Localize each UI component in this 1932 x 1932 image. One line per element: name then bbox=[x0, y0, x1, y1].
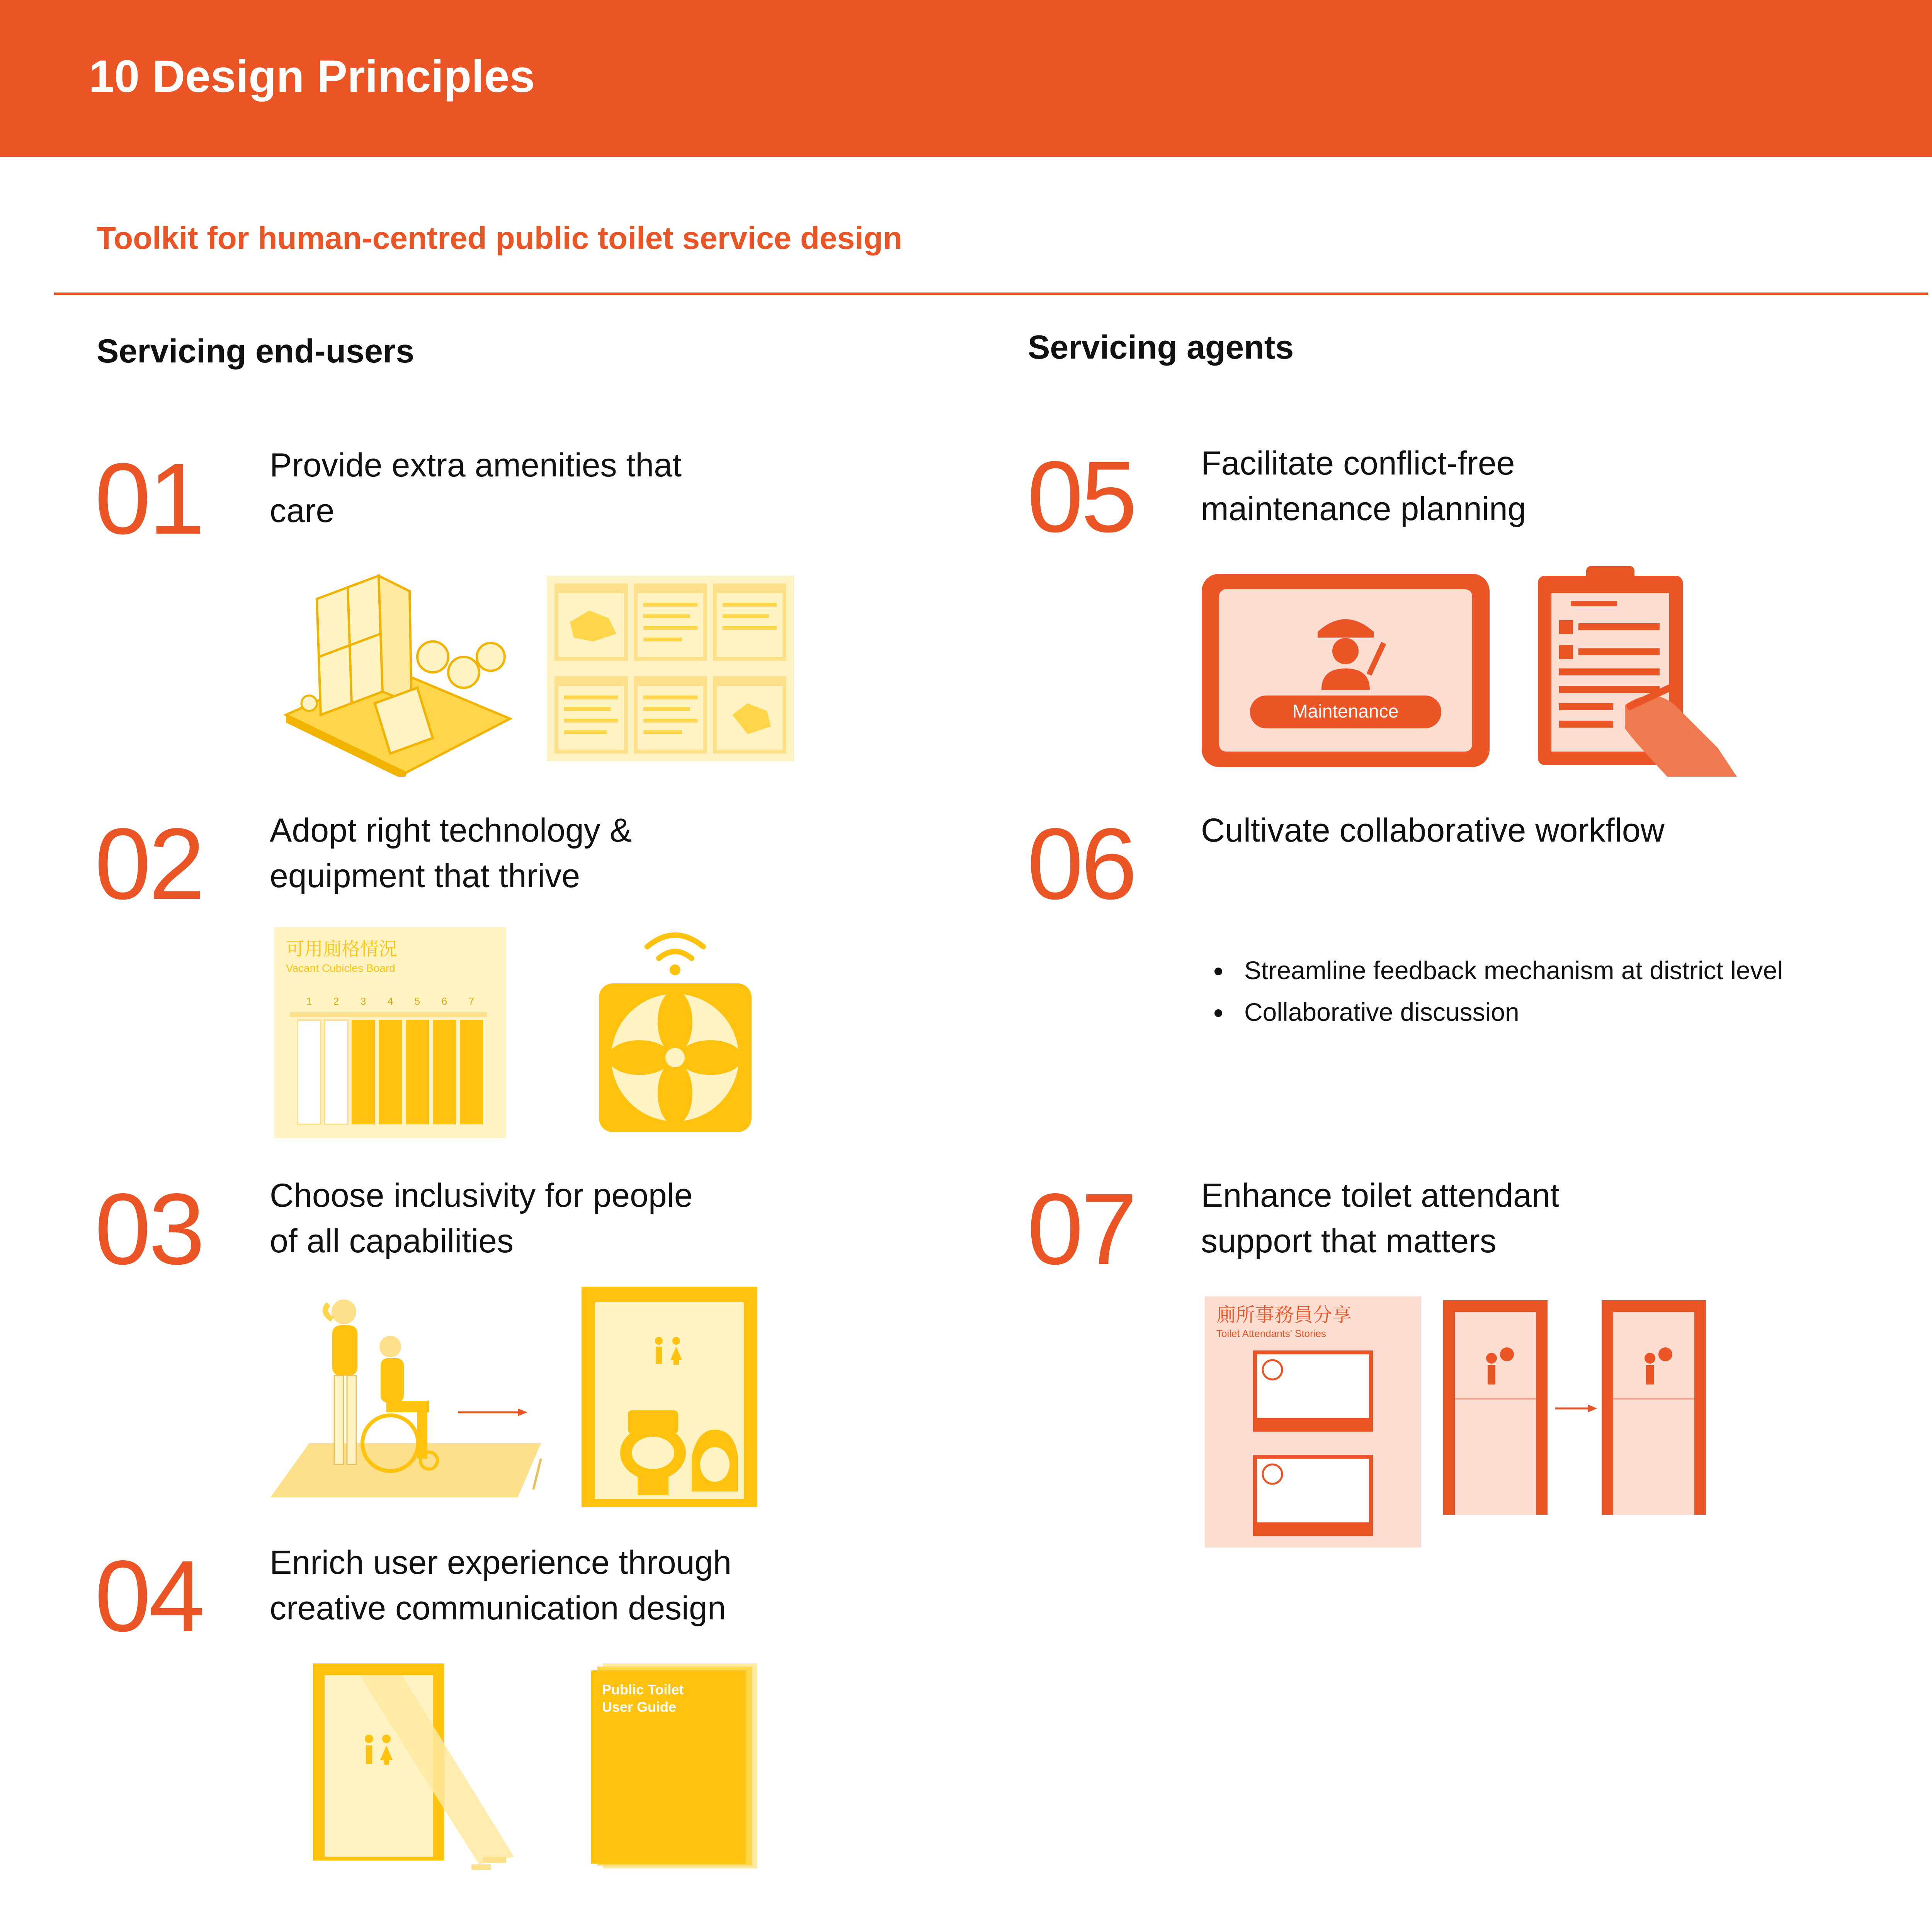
accessible-toilet-illustration bbox=[582, 1287, 757, 1507]
toilet-door-signage-illustration bbox=[1443, 1300, 1706, 1515]
principle-title-06: Cultivate collaborative workflow bbox=[1201, 812, 1665, 849]
principle-number-04: 04 bbox=[95, 1539, 203, 1653]
reporting-clipboard-illustration bbox=[1536, 566, 1737, 777]
toolkit-section-title: Toolkit for human-centred public toilet service design bbox=[97, 221, 903, 256]
vacant-board-number: 1 bbox=[306, 995, 312, 1007]
principle-number-01: 01 bbox=[95, 442, 203, 555]
projected-sign-door-illustration bbox=[313, 1663, 522, 1874]
column-title-agents: Servicing agents bbox=[1028, 329, 1294, 366]
vacant-cubicles-board-illustration bbox=[274, 927, 506, 1138]
toolkit-divider bbox=[54, 293, 1928, 295]
stories-board-subtitle: Toilet Attendants' Stories bbox=[1216, 1328, 1326, 1339]
user-guide-book-illustration bbox=[591, 1663, 757, 1868]
principle-number-07: 07 bbox=[1027, 1172, 1135, 1286]
page-title: 10 Design Principles bbox=[89, 51, 535, 102]
principle-number-02: 02 bbox=[95, 807, 203, 920]
principle-title-02: Adopt right technology & equipment that thrive bbox=[270, 812, 632, 895]
stories-board-title: 廁所事務員分享 bbox=[1216, 1304, 1352, 1326]
vacant-board-number: 7 bbox=[468, 995, 474, 1007]
principle-title-03: Choose inclusivity for people of all capabilities bbox=[270, 1177, 693, 1260]
principle-title-07: Enhance toilet attendant support that matters bbox=[1201, 1177, 1560, 1260]
vacant-board-number: 5 bbox=[414, 995, 420, 1007]
vacant-board-number: 3 bbox=[360, 995, 366, 1007]
principle-number-05: 05 bbox=[1027, 440, 1135, 553]
vacant-board-title: 可用廁格情況 bbox=[286, 939, 398, 959]
vacant-board-subtitle: Vacant Cubicles Board bbox=[286, 962, 395, 974]
principle-06-bullets bbox=[1206, 954, 1812, 1038]
user-guide-title-line1: Public Toilet bbox=[602, 1682, 684, 1697]
principle-title-01: Provide extra amenities that care bbox=[270, 447, 682, 529]
principle-title-05: Facilitate conflict-free maintenance planning bbox=[1201, 445, 1526, 527]
user-guide-title-line2: User Guide bbox=[602, 1699, 677, 1715]
attendant-stories-board-illustration bbox=[1205, 1296, 1421, 1548]
wheelchair-user-illustration bbox=[270, 1296, 553, 1497]
amenities-station-illustration bbox=[278, 556, 518, 777]
maintenance-tablet-illustration bbox=[1202, 574, 1490, 767]
maintenance-label: Maintenance bbox=[1292, 701, 1399, 722]
column-title-end-users: Servicing end-users bbox=[97, 333, 415, 370]
vacant-board-number: 6 bbox=[441, 995, 447, 1007]
vacant-board-number: 2 bbox=[333, 995, 339, 1007]
principle-number-06: 06 bbox=[1027, 807, 1135, 920]
vacant-board-number: 4 bbox=[387, 995, 393, 1007]
list-item: • Collaborative discussion bbox=[1233, 996, 1812, 1028]
principle-number-03: 03 bbox=[95, 1172, 203, 1286]
list-item: • Streamline feedback mechanism at district level bbox=[1233, 954, 1812, 986]
smart-fan-illustration bbox=[597, 920, 753, 1136]
amenities-map-board-illustration bbox=[547, 576, 794, 761]
principle-title-04: Enrich user experience through creative communication design bbox=[270, 1544, 732, 1627]
